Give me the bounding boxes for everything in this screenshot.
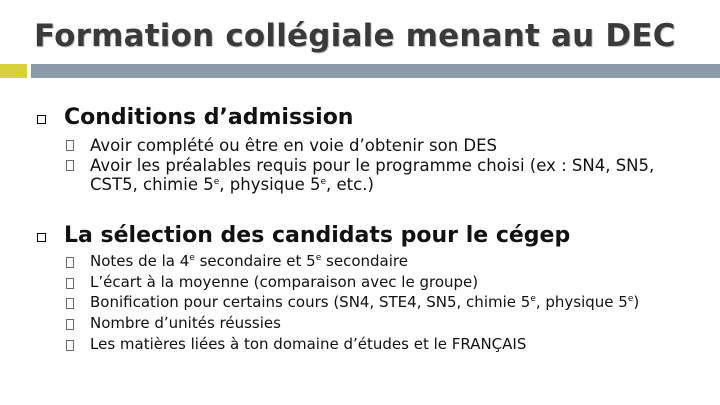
list-item: Avoir les préalables requis pour le programme choisi (ex : SN4, SN5, <box>90 156 655 175</box>
section-bullet-icon <box>37 233 46 242</box>
sub-bullet-icon <box>66 319 74 330</box>
title-rule-bar <box>31 64 720 78</box>
sub-bullet-icon <box>66 160 74 171</box>
list-item-continuation: CST5, chimie 5e, physique 5e, etc.) <box>90 175 374 194</box>
list-item: L’écart à la moyenne (comparaison avec le groupe) <box>90 273 479 291</box>
list-item: Bonification pour certains cours (SN4, STE4, SN5, chimie 5e, physique 5e) <box>90 293 640 311</box>
sub-bullet-icon <box>66 298 74 309</box>
list-item: Nombre d’unités réussies <box>90 314 281 332</box>
sub-bullet-icon <box>66 278 74 289</box>
section-heading-selection: La sélection des candidats pour le cégep <box>64 223 571 248</box>
section-bullet-icon <box>37 115 46 124</box>
sub-bullet-icon <box>66 257 74 268</box>
title-accent-bar <box>0 64 27 78</box>
list-item: Avoir complété ou être en voie d’obtenir son DES <box>90 136 498 155</box>
sub-bullet-icon <box>66 140 74 151</box>
list-item: Les matières liées à ton domaine d’études et le FRANÇAIS <box>90 335 527 353</box>
slide-title: Formation collégiale menant au DEC <box>34 18 676 54</box>
sub-bullet-icon <box>66 340 74 351</box>
section-heading-admission: Conditions d’admission <box>64 105 354 130</box>
list-item: Notes de la 4e secondaire et 5e secondaire <box>90 252 408 270</box>
